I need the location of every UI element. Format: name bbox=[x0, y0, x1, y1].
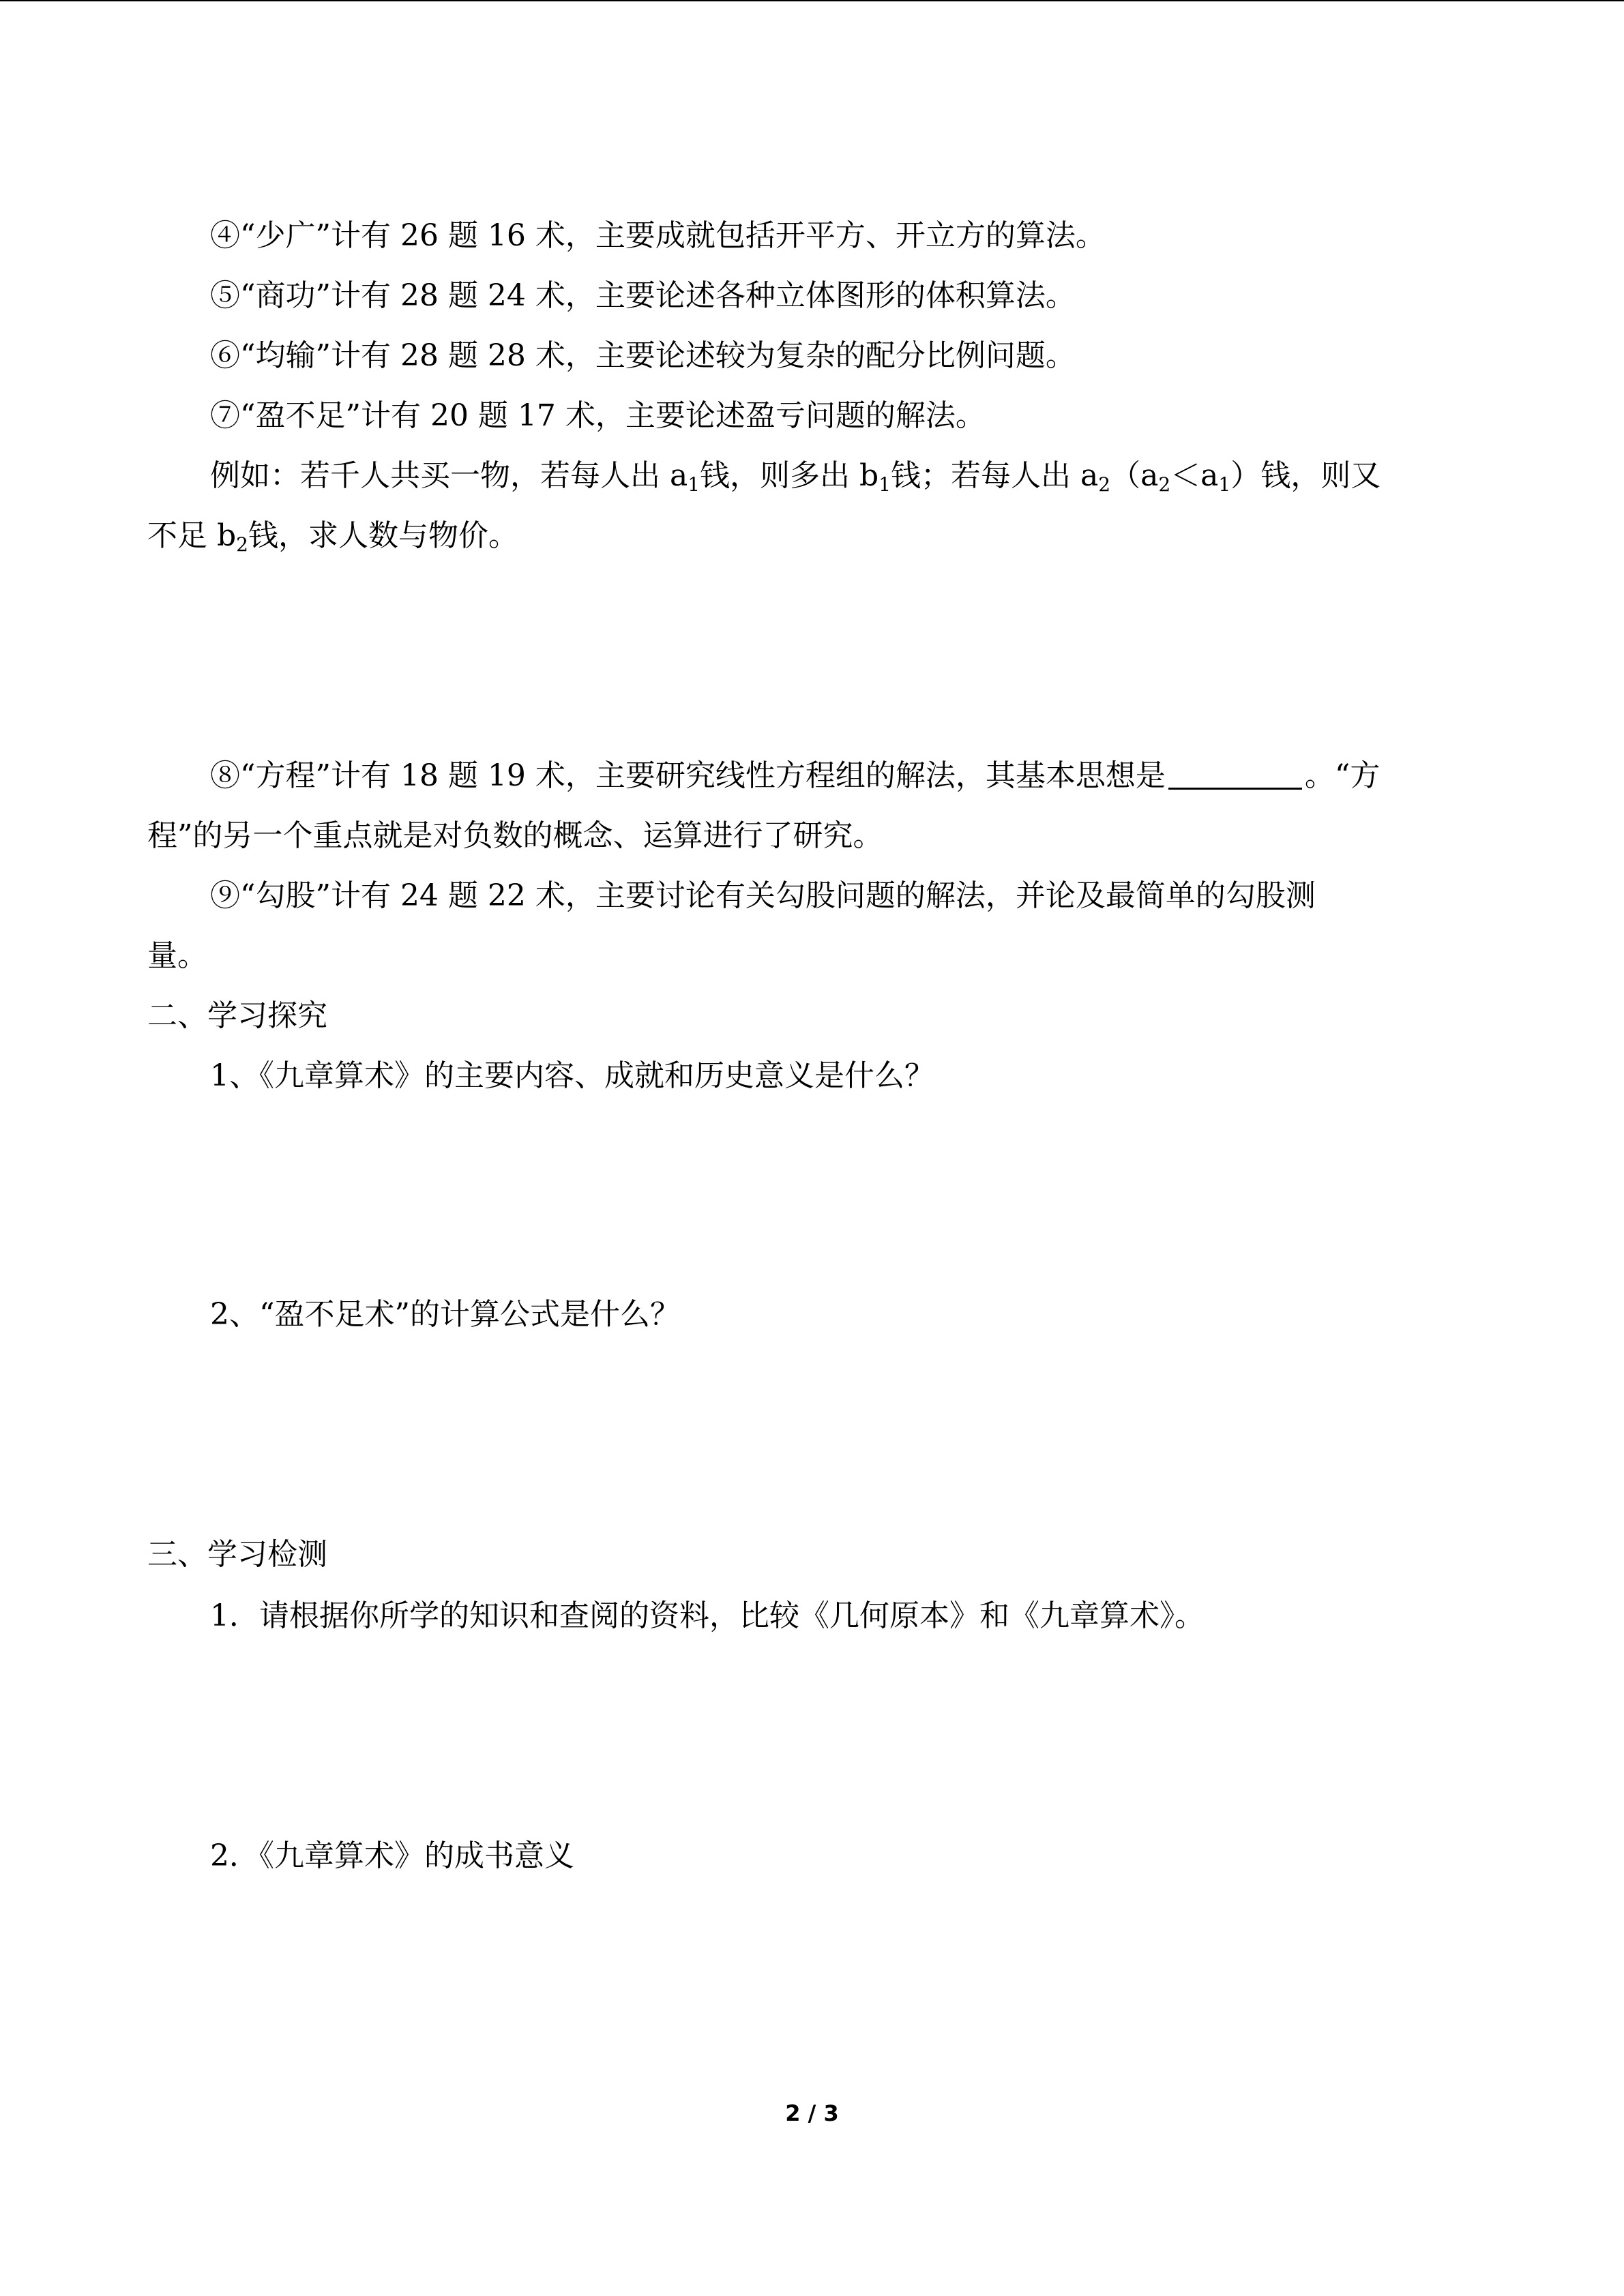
item-4-shaoguang: ④“少广”计有 26 题 16 术，主要成就包括开平方、开立方的算法。 bbox=[210, 218, 1106, 253]
fill-in-blank[interactable] bbox=[1168, 758, 1302, 790]
page-number: 2 / 3 bbox=[785, 2100, 839, 2126]
example-text: 钱，求人数与物价。 bbox=[248, 518, 518, 553]
item-7-yingbuzu: ⑦“盈不足”计有 20 题 17 术，主要论述盈亏问题的解法。 bbox=[210, 398, 986, 433]
item-5-shanggong: ⑤“商功”计有 28 题 24 术，主要论述各种立体图形的体积算法。 bbox=[210, 278, 1076, 313]
subscript: 1 bbox=[688, 473, 700, 496]
example-text: 钱，则多出 b bbox=[700, 458, 879, 493]
example-text: 不足 b bbox=[147, 518, 237, 553]
section-2-question-2: 2、“盈不足术”的计算公式是什么？ bbox=[210, 1297, 680, 1332]
example-line-2 bbox=[147, 516, 518, 556]
subscript: 2 bbox=[1158, 473, 1171, 496]
section-2-question-1: 1、《九章算术》的主要内容、成就和历史意义是什么？ bbox=[210, 1058, 934, 1093]
subscript: 2 bbox=[236, 533, 248, 556]
section-3-question-1: 1．请根据你所学的知识和查阅的资料，比较《几何原本》和《九章算术》。 bbox=[210, 1598, 1205, 1633]
item-8-text: 。“方 bbox=[1304, 758, 1381, 793]
example-text: （a bbox=[1110, 458, 1159, 493]
top-border-rule bbox=[0, 0, 1624, 1]
item-9-continuation: 量。 bbox=[147, 938, 207, 973]
subscript: 1 bbox=[879, 473, 891, 496]
subscript: 2 bbox=[1098, 473, 1111, 496]
item-8-fangcheng bbox=[210, 756, 1380, 796]
item-8-text: ⑧“方程”计有 18 题 19 术，主要研究线性方程组的解法，其基本思想是 bbox=[210, 758, 1166, 793]
item-8-continuation: 程”的另一个重点就是对负数的概念、运算进行了研究。 bbox=[147, 818, 883, 853]
section-3-heading: 三、学习检测 bbox=[147, 1537, 327, 1572]
section-2-heading: 二、学习探究 bbox=[147, 998, 327, 1033]
example-text: ）钱，则又 bbox=[1230, 458, 1381, 493]
example-line-1 bbox=[210, 456, 1381, 496]
item-9-gougu: ⑨“勾股”计有 24 题 22 术，主要讨论有关勾股问题的解法，并论及最简单的勾股测 bbox=[210, 878, 1316, 913]
example-text: 钱；若每人出 a bbox=[891, 458, 1099, 493]
example-text: ＜a bbox=[1170, 458, 1219, 493]
subscript: 1 bbox=[1218, 473, 1231, 496]
item-6-junshu: ⑥“均输”计有 28 题 28 术，主要论述较为复杂的配分比例问题。 bbox=[210, 338, 1076, 373]
section-3-question-2: 2．《九章算术》的成书意义 bbox=[210, 1838, 574, 1873]
example-text: 例如：若千人共买一物，若每人出 a bbox=[210, 458, 688, 493]
